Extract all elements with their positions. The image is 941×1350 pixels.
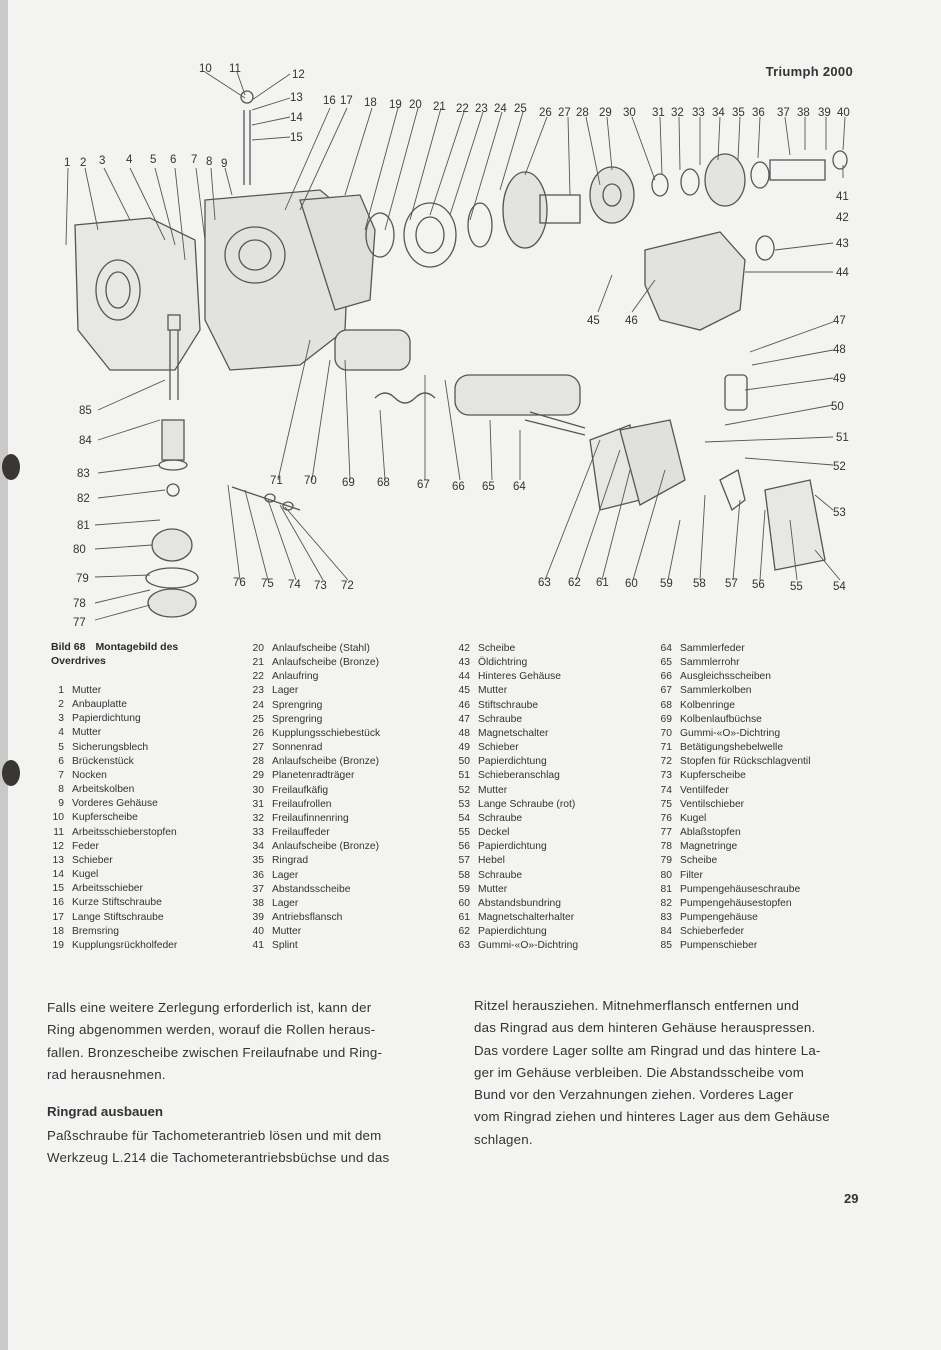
legend-item: 68 Kolbenringe bbox=[660, 699, 735, 711]
callout: 49 bbox=[833, 373, 846, 385]
figure-caption bbox=[51, 640, 211, 668]
callout: 79 bbox=[76, 573, 89, 585]
legend-item: 72 Stopfen für Rückschlagventil bbox=[660, 756, 811, 768]
callout: 7 bbox=[191, 154, 198, 166]
callout: 8 bbox=[206, 156, 213, 168]
callout: 26 bbox=[539, 107, 552, 119]
legend-item: 81 Pumpengehäuseschraube bbox=[660, 883, 801, 895]
legend-item: 82 Pumpengehäusestopfen bbox=[660, 897, 792, 909]
text-line: Ritzel herausziehen. Mitnehmerflansch entfernen und bbox=[474, 998, 800, 1013]
callout: 24 bbox=[494, 103, 507, 115]
callout: 47 bbox=[833, 315, 846, 327]
callout: 6 bbox=[170, 154, 177, 166]
legend-item: 42 Scheibe bbox=[458, 643, 516, 654]
text-line: das Ringrad aus dem hinteren Gehäuse herauspressen. bbox=[474, 1020, 816, 1036]
callout: 27 bbox=[558, 107, 571, 119]
figure-label: Bild 68 bbox=[51, 641, 86, 653]
callout: 48 bbox=[833, 344, 846, 356]
legend-item: 80 Filter bbox=[660, 869, 703, 881]
legend-item: 19 Kupplungsrückholfeder bbox=[52, 939, 178, 951]
legend-item: 77 Ablaßstopfen bbox=[660, 827, 741, 839]
exploded-diagram bbox=[0, 0, 941, 640]
legend-item: 7 Nocken bbox=[58, 769, 107, 781]
punch-hole bbox=[2, 760, 20, 786]
legend-item: 67 Sammlerkolben bbox=[660, 685, 752, 697]
legend-item: 39 Antriebsflansch bbox=[252, 911, 343, 923]
legend-item: 78 Magnetringe bbox=[660, 841, 738, 853]
callout: 85 bbox=[79, 405, 92, 417]
callout: 61 bbox=[596, 577, 609, 589]
text-line: Das vordere Lager sollte am Ringrad und das hintere La- bbox=[474, 1042, 821, 1058]
legend-item: 65 Sammlerrohr bbox=[660, 657, 740, 669]
page-header-title: Triumph 2000 bbox=[765, 64, 853, 79]
legend-item: 60 Abstandsbundring bbox=[458, 897, 562, 909]
body-paragraph-right bbox=[474, 995, 830, 1151]
legend-item: 48 Magnetschalter bbox=[458, 727, 549, 739]
callout: 42 bbox=[836, 212, 849, 224]
legend-item: 76 Kugel bbox=[660, 812, 707, 824]
callout: 11 bbox=[229, 63, 241, 75]
callout: 46 bbox=[625, 315, 638, 327]
legend-item: 20 Anlaufscheibe (Stahl) bbox=[252, 643, 370, 654]
text-line: rad herausnehmen. bbox=[47, 1066, 166, 1082]
callout: 58 bbox=[693, 578, 706, 590]
callout: 23 bbox=[475, 103, 488, 115]
legend-item: 51 Schieberanschlag bbox=[458, 770, 560, 782]
legend-item: 85 Pumpenschieber bbox=[660, 940, 758, 952]
legend-item: 83 Pumpengehäuse bbox=[660, 911, 758, 923]
callout: 25 bbox=[514, 103, 527, 115]
callout: 57 bbox=[725, 578, 738, 590]
callout: 65 bbox=[482, 481, 495, 493]
callout: 13 bbox=[290, 92, 303, 104]
legend-item: 17 Lange Stiftschraube bbox=[52, 911, 164, 923]
legend-item: 16 Kurze Stiftschraube bbox=[52, 897, 162, 909]
legend-item: 22 Anlaufring bbox=[252, 671, 319, 683]
legend-item: 46 Stiftschraube bbox=[458, 699, 539, 711]
legend-item: 31 Freilaufrollen bbox=[252, 798, 332, 810]
callout: 5 bbox=[150, 154, 157, 166]
legend-item: 54 Schraube bbox=[458, 812, 523, 824]
legend-item: 73 Kupferscheibe bbox=[660, 770, 746, 782]
legend-item: 27 Sonnenrad bbox=[252, 742, 323, 754]
callout: 41 bbox=[836, 191, 849, 203]
legend-item: 34 Anlaufscheibe (Bronze) bbox=[252, 841, 380, 853]
callout: 28 bbox=[576, 107, 589, 119]
callout: 10 bbox=[199, 63, 212, 75]
legend-item: 1 Mutter bbox=[58, 685, 102, 696]
callout: 39 bbox=[818, 107, 831, 119]
callout: 29 bbox=[599, 107, 612, 119]
body-paragraph-left-2 bbox=[47, 1125, 389, 1170]
callout: 21 bbox=[433, 101, 446, 113]
callout: 80 bbox=[73, 544, 86, 556]
callout: 71 bbox=[270, 475, 283, 487]
legend-item: 21 Anlaufscheibe (Bronze) bbox=[252, 657, 380, 669]
callout: 78 bbox=[73, 598, 86, 610]
callout: 56 bbox=[752, 579, 765, 591]
legend-item: 41 Splint bbox=[252, 940, 298, 952]
callout: 31 bbox=[652, 107, 665, 119]
callout: 33 bbox=[692, 107, 705, 119]
text-line: Paßschraube für Tachometerantrieb lösen und mit dem bbox=[47, 1128, 382, 1143]
legend-item: 69 Kolbenlaufbüchse bbox=[660, 713, 762, 725]
callout: 34 bbox=[712, 107, 725, 119]
callout: 59 bbox=[660, 578, 673, 590]
callout: 38 bbox=[797, 107, 810, 119]
callout: 55 bbox=[790, 581, 803, 593]
legend-item: 3 Papierdichtung bbox=[58, 713, 141, 725]
callout: 72 bbox=[341, 580, 354, 592]
callout: 76 bbox=[233, 577, 246, 589]
legend-item: 44 Hinteres Gehäuse bbox=[458, 671, 561, 683]
legend-item: 52 Mutter bbox=[458, 784, 508, 796]
callout: 64 bbox=[513, 481, 526, 493]
legend-item: 47 Schraube bbox=[458, 713, 523, 725]
callout: 15 bbox=[290, 132, 303, 144]
legend-item: 11 Arbeitsschieberstopfen bbox=[53, 826, 177, 838]
callout: 9 bbox=[221, 158, 228, 170]
legend-item: 40 Mutter bbox=[252, 926, 302, 938]
callout: 17 bbox=[340, 95, 353, 107]
callout: 62 bbox=[568, 577, 581, 589]
legend-item: 75 Ventilschieber bbox=[660, 798, 745, 810]
callout: 75 bbox=[261, 578, 274, 590]
callout: 52 bbox=[833, 461, 846, 473]
callout: 16 bbox=[323, 95, 336, 107]
legend-column-1 bbox=[42, 684, 177, 953]
legend-item: 66 Ausgleichsscheiben bbox=[660, 671, 772, 683]
text-line: Werkzeug L.214 die Tachometerantriebsbüchse und das bbox=[47, 1150, 390, 1166]
callout: 4 bbox=[126, 154, 133, 166]
figure-title: Montagebild des Overdrives bbox=[51, 641, 179, 667]
legend-item: 33 Freilauffeder bbox=[252, 827, 330, 839]
callout: 18 bbox=[364, 97, 377, 109]
callout: 3 bbox=[99, 155, 106, 167]
callout: 70 bbox=[304, 475, 317, 487]
callout: 69 bbox=[342, 477, 355, 489]
legend-item: 28 Anlaufscheibe (Bronze) bbox=[252, 756, 380, 768]
callout: 84 bbox=[79, 435, 92, 447]
legend-item: 5 Sicherungsblech bbox=[58, 741, 149, 753]
legend-item: 26 Kupplungsschiebestück bbox=[252, 727, 381, 739]
legend-item: 23 Lager bbox=[252, 685, 299, 697]
legend-column-4 bbox=[650, 642, 811, 953]
legend-item: 45 Mutter bbox=[458, 685, 508, 697]
callout: 20 bbox=[409, 99, 422, 111]
callout: 74 bbox=[288, 579, 301, 591]
legend-item: 38 Lager bbox=[252, 897, 299, 909]
callout: 63 bbox=[538, 577, 551, 589]
legend-item: 62 Papierdichtung bbox=[458, 926, 547, 938]
legend-item: 84 Schieberfeder bbox=[660, 926, 745, 938]
callout: 45 bbox=[587, 315, 600, 327]
legend-item: 14 Kugel bbox=[52, 869, 99, 881]
legend-column-3 bbox=[448, 642, 578, 953]
legend-item: 10 Kupferscheibe bbox=[52, 812, 138, 824]
callout: 2 bbox=[80, 157, 87, 169]
legend-item: 4 Mutter bbox=[58, 727, 102, 739]
legend-item: 74 Ventilfeder bbox=[660, 784, 729, 796]
callout: 77 bbox=[73, 617, 86, 629]
legend-item: 53 Lange Schraube (rot) bbox=[458, 798, 576, 810]
callout: 60 bbox=[625, 578, 638, 590]
callout: 12 bbox=[292, 69, 305, 81]
legend-item: 30 Freilaufkäfig bbox=[252, 784, 329, 796]
callout: 1 bbox=[64, 157, 71, 169]
section-subheading: Ringrad ausbauen bbox=[47, 1104, 163, 1119]
legend-item: 50 Papierdichtung bbox=[458, 756, 547, 768]
legend-item: 6 Brückenstück bbox=[58, 755, 134, 767]
callout: 44 bbox=[836, 267, 849, 279]
legend-item: 15 Arbeitsschieber bbox=[52, 883, 143, 895]
legend-item: 29 Planetenradträger bbox=[252, 770, 355, 782]
callout: 19 bbox=[389, 99, 402, 111]
legend-item: 59 Mutter bbox=[458, 883, 508, 895]
callout: 68 bbox=[377, 477, 390, 489]
legend-item: 35 Ringrad bbox=[252, 855, 309, 867]
callout: 66 bbox=[452, 481, 465, 493]
legend-item: 32 Freilaufinnenring bbox=[252, 812, 349, 824]
callout: 67 bbox=[417, 479, 430, 491]
callout: 82 bbox=[77, 493, 90, 505]
legend-item: 2 Anbauplatte bbox=[58, 699, 127, 711]
callout: 50 bbox=[831, 401, 844, 413]
legend-item: 79 Scheibe bbox=[660, 855, 718, 867]
diagram-parts bbox=[75, 91, 847, 617]
legend-item: 64 Sammlerfeder bbox=[660, 643, 745, 654]
legend-item: 37 Abstandsscheibe bbox=[252, 883, 351, 895]
text-line: schlagen. bbox=[474, 1131, 533, 1147]
callout: 35 bbox=[732, 107, 745, 119]
page-number: 29 bbox=[844, 1191, 859, 1206]
callout: 73 bbox=[314, 580, 327, 592]
callout: 53 bbox=[833, 507, 846, 519]
text-line: Falls eine weitere Zerlegung erforderlich ist, kann der bbox=[47, 1000, 372, 1015]
legend-item: 61 Magnetschalterhalter bbox=[458, 911, 575, 923]
text-line: Ring abgenommen werden, worauf die Rollen heraus- bbox=[47, 1022, 376, 1038]
callout: 43 bbox=[836, 238, 849, 250]
callout: 51 bbox=[836, 432, 849, 444]
body-paragraph-left bbox=[47, 997, 382, 1086]
legend-item: 8 Arbeitskolben bbox=[58, 784, 135, 796]
legend-item: 36 Lager bbox=[252, 869, 299, 881]
callout: 83 bbox=[77, 468, 90, 480]
legend-item: 13 Schieber bbox=[52, 854, 113, 866]
callout: 81 bbox=[77, 520, 90, 532]
callout: 30 bbox=[623, 107, 636, 119]
legend-item: 25 Sprengring bbox=[252, 713, 323, 725]
legend-item: 9 Vorderes Gehäuse bbox=[58, 798, 158, 810]
callout: 14 bbox=[290, 112, 303, 124]
callout: 36 bbox=[752, 107, 765, 119]
legend-item: 55 Deckel bbox=[458, 827, 510, 839]
legend-item: 24 Sprengring bbox=[252, 699, 323, 711]
callout: 22 bbox=[456, 103, 469, 115]
legend-item: 63 Gummi-«O»-Dichtring bbox=[458, 940, 579, 952]
callout: 54 bbox=[833, 581, 846, 593]
legend-item: 56 Papierdichtung bbox=[458, 841, 547, 853]
legend-column-2 bbox=[242, 642, 380, 953]
callout: 40 bbox=[837, 107, 850, 119]
legend-item: 58 Schraube bbox=[458, 869, 523, 881]
legend-item: 12 Feder bbox=[52, 840, 99, 852]
text-line: vom Ringrad ziehen und hinteres Lager aus dem Gehäuse bbox=[474, 1109, 830, 1125]
callout: 32 bbox=[671, 107, 684, 119]
callout: 37 bbox=[777, 107, 790, 119]
legend-item: 71 Betätigungshebelwelle bbox=[660, 742, 784, 754]
text-line: fallen. Bronzescheibe zwischen Freilaufnabe und Ring- bbox=[47, 1044, 383, 1060]
legend-item: 49 Schieber bbox=[458, 742, 519, 754]
legend-item: 18 Bremsring bbox=[52, 925, 119, 937]
text-line: ger im Gehäuse verbleiben. Die Abstandsscheibe vom bbox=[474, 1064, 805, 1080]
legend-item: 70 Gummi-«O»-Dichtring bbox=[660, 727, 781, 739]
text-line: Bund vor den Verzahnungen ziehen. Vorderes Lager bbox=[474, 1087, 794, 1103]
legend-item: 57 Hebel bbox=[458, 855, 505, 867]
legend-item: 43 Öldichtring bbox=[458, 657, 528, 669]
